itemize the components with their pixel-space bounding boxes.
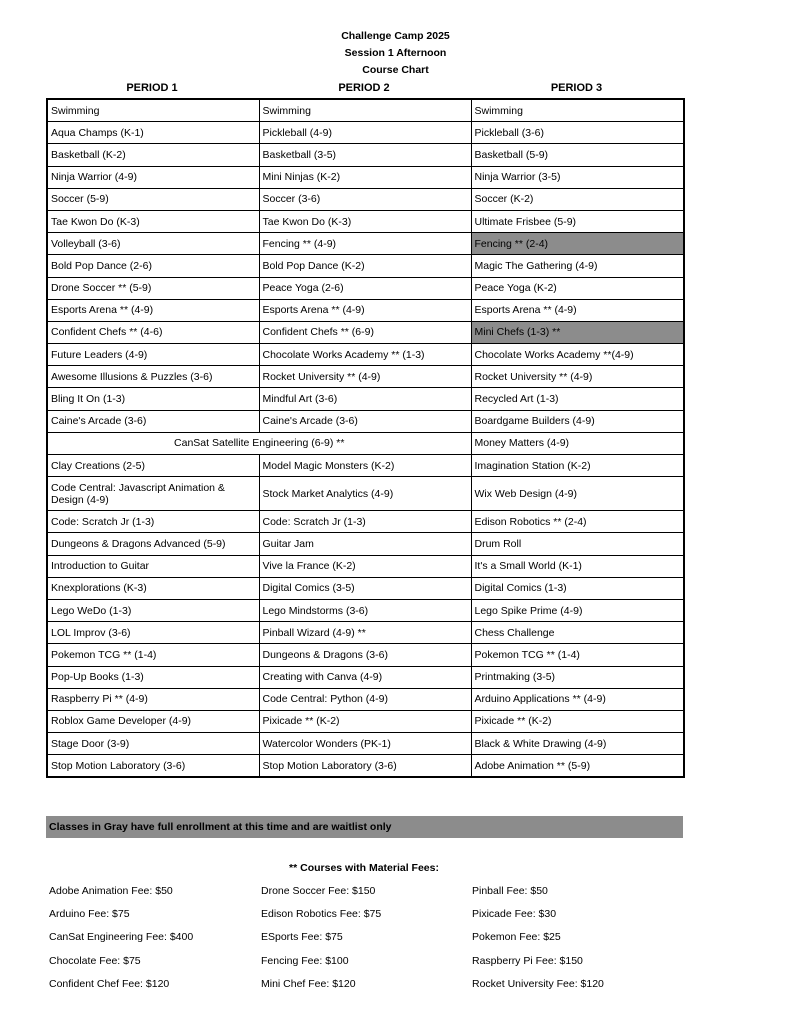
table-row: [47, 233, 684, 255]
table-row: [47, 577, 684, 599]
period-2-header: PERIOD 2: [338, 82, 390, 94]
course-cell: Basketball (K-2): [47, 144, 259, 166]
table-row: [47, 533, 684, 555]
material-fees: [49, 884, 729, 1000]
course-cell: Pop-Up Books (1-3): [47, 666, 259, 688]
table-row: [47, 599, 684, 621]
course-cell: Lego Spike Prime (4-9): [471, 599, 684, 621]
course-cell: Black & White Drawing (4-9): [471, 733, 684, 755]
course-cell: Introduction to Guitar: [47, 555, 259, 577]
table-row: [47, 455, 684, 477]
course-cell: Wix Web Design (4-9): [471, 477, 684, 511]
course-cell: Clay Creations (2-5): [47, 455, 259, 477]
course-cell: Drum Roll: [471, 533, 684, 555]
title-line-session: Session 1 Afternoon: [344, 47, 447, 59]
table-row: [47, 344, 684, 366]
course-cell: Ninja Warrior (3-5): [471, 166, 684, 188]
course-cell: Creating with Canva (4-9): [259, 666, 471, 688]
course-cell: Mini Ninjas (K-2): [259, 166, 471, 188]
course-cell: Soccer (5-9): [47, 188, 259, 210]
course-cell: Imagination Station (K-2): [471, 455, 684, 477]
course-cell: Caine's Arcade (3-6): [259, 410, 471, 432]
table-row: [47, 666, 684, 688]
course-cell: It's a Small World (K-1): [471, 555, 684, 577]
fees-column-1: [49, 884, 261, 1000]
table-row: [47, 122, 684, 144]
course-cell: Digital Comics (1-3): [471, 577, 684, 599]
table-row: [47, 511, 684, 533]
course-cell: Guitar Jam: [259, 533, 471, 555]
course-cell: Confident Chefs ** (4-6): [47, 321, 259, 343]
course-cell: Ninja Warrior (4-9): [47, 166, 259, 188]
table-row: [47, 99, 684, 122]
course-cell: LOL Improv (3-6): [47, 622, 259, 644]
title-line-chart: Course Chart: [362, 64, 429, 76]
fees-title: ** Courses with Material Fees:: [289, 862, 439, 874]
course-cell: Printmaking (3-5): [471, 666, 684, 688]
course-cell: Code: Scratch Jr (1-3): [47, 511, 259, 533]
course-cell: Swimming: [47, 99, 259, 122]
course-cell: Pickleball (4-9): [259, 122, 471, 144]
course-cell: Stop Motion Laboratory (3-6): [47, 755, 259, 778]
table-row: [47, 388, 684, 410]
course-cell: Edison Robotics ** (2-4): [471, 511, 684, 533]
course-cell: Money Matters (4-9): [471, 432, 684, 454]
fee-item: Fencing Fee: $100: [261, 954, 349, 967]
course-cell: Swimming: [471, 99, 684, 122]
course-cell: Fencing ** (2-4): [471, 233, 684, 255]
fee-item: CanSat Engineering Fee: $400: [49, 931, 194, 944]
fees-column-2: [261, 884, 472, 1000]
course-cell: Adobe Animation ** (5-9): [471, 755, 684, 778]
course-cell: Code Central: Javascript Animation & Design (4-9): [47, 477, 259, 511]
course-cell: Pokemon TCG ** (1-4): [471, 644, 684, 666]
course-cell: Caine's Arcade (3-6): [47, 410, 259, 432]
course-cell: Roblox Game Developer (4-9): [47, 710, 259, 732]
course-table: [46, 98, 685, 778]
course-cell: Recycled Art (1-3): [471, 388, 684, 410]
table-row: [47, 188, 684, 210]
course-cell: Boardgame Builders (4-9): [471, 410, 684, 432]
fee-item: Adobe Animation Fee: $50: [49, 885, 173, 897]
course-cell: Awesome Illusions & Puzzles (3-6): [47, 366, 259, 388]
course-cell: Swimming: [259, 99, 471, 122]
course-cell: Pokemon TCG ** (1-4): [47, 644, 259, 666]
course-cell: Peace Yoga (K-2): [471, 277, 684, 299]
course-cell: Fencing ** (4-9): [259, 233, 471, 255]
course-cell: Esports Arena ** (4-9): [471, 299, 684, 321]
course-cell: Lego WeDo (1-3): [47, 599, 259, 621]
course-cell: Volleyball (3-6): [47, 233, 259, 255]
course-cell: Ultimate Frisbee (5-9): [471, 210, 684, 232]
fee-item: Drone Soccer Fee: $150: [261, 885, 376, 897]
document-title: [0, 28, 791, 79]
table-row: [47, 410, 684, 432]
course-cell: Model Magic Monsters (K-2): [259, 455, 471, 477]
course-cell: Peace Yoga (2-6): [259, 277, 471, 299]
course-cell: Stock Market Analytics (4-9): [259, 477, 471, 511]
course-cell: Lego Mindstorms (3-6): [259, 599, 471, 621]
course-cell: Pinball Wizard (4-9) **: [259, 622, 471, 644]
fee-item: Pinball Fee: $50: [472, 885, 548, 897]
course-cell: Rocket University ** (4-9): [471, 366, 684, 388]
period-headers: [46, 82, 683, 94]
course-cell: Soccer (K-2): [471, 188, 684, 210]
fee-item: Mini Chef Fee: $120: [261, 977, 356, 990]
course-cell: Bold Pop Dance (K-2): [259, 255, 471, 277]
course-cell: Watercolor Wonders (PK-1): [259, 733, 471, 755]
course-cell: Basketball (3-5): [259, 144, 471, 166]
table-row: [47, 477, 684, 511]
course-cell: Code Central: Python (4-9): [259, 688, 471, 710]
table-row: [47, 277, 684, 299]
course-cell: Digital Comics (3-5): [259, 577, 471, 599]
table-row: [47, 321, 684, 343]
fee-item: Rocket University Fee: $120: [472, 977, 604, 990]
fee-item: Pixicade Fee: $30: [472, 908, 557, 921]
fee-item: Arduino Fee: $75: [49, 908, 130, 921]
fees-column-3: [472, 884, 684, 1000]
table-row: [47, 555, 684, 577]
table-row: [47, 299, 684, 321]
fee-item: ESports Fee: $75: [261, 931, 343, 944]
waitlist-note: Classes in Gray have full enrollment at this time and are waitlist only: [46, 816, 683, 838]
course-cell: Esports Arena ** (4-9): [47, 299, 259, 321]
course-cell: Knexplorations (K-3): [47, 577, 259, 599]
fee-item: Chocolate Fee: $75: [49, 954, 141, 967]
table-row: [47, 644, 684, 666]
course-cell: Tae Kwon Do (K-3): [259, 210, 471, 232]
table-row: [47, 733, 684, 755]
course-cell: Mini Chefs (1-3) **: [471, 321, 684, 343]
course-cell: Future Leaders (4-9): [47, 344, 259, 366]
table-row: [47, 432, 684, 454]
course-cell: Aqua Champs (K-1): [47, 122, 259, 144]
course-cell: Bold Pop Dance (2-6): [47, 255, 259, 277]
course-cell: Rocket University ** (4-9): [259, 366, 471, 388]
course-cell: Raspberry Pi ** (4-9): [47, 688, 259, 710]
table-row: [47, 144, 684, 166]
period-1-header: PERIOD 1: [126, 82, 178, 94]
table-row: [47, 755, 684, 778]
fee-item: Confident Chef Fee: $120: [49, 977, 170, 990]
course-cell: Pixicade ** (K-2): [259, 710, 471, 732]
course-cell: Tae Kwon Do (K-3): [47, 210, 259, 232]
table-row: [47, 210, 684, 232]
course-cell: Dungeons & Dragons Advanced (5-9): [47, 533, 259, 555]
course-cell: Arduino Applications ** (4-9): [471, 688, 684, 710]
course-cell: Bling It On (1-3): [47, 388, 259, 410]
course-cell: Soccer (3-6): [259, 188, 471, 210]
table-row: [47, 622, 684, 644]
course-cell: Stop Motion Laboratory (3-6): [259, 755, 471, 778]
period-3-header: PERIOD 3: [550, 82, 603, 94]
table-row: [47, 255, 684, 277]
course-cell: CanSat Satellite Engineering (6-9) **: [47, 432, 471, 454]
title-line-camp: Challenge Camp 2025: [341, 30, 450, 42]
fee-item: Pokemon Fee: $25: [472, 931, 561, 944]
course-cell: Basketball (5-9): [471, 144, 684, 166]
fee-item: Edison Robotics Fee: $75: [261, 908, 382, 921]
course-cell: Chocolate Works Academy ** (1-3): [259, 344, 471, 366]
course-cell: Dungeons & Dragons (3-6): [259, 644, 471, 666]
course-cell: Code: Scratch Jr (1-3): [259, 511, 471, 533]
course-cell: Stage Door (3-9): [47, 733, 259, 755]
course-cell: Chess Challenge: [471, 622, 684, 644]
course-cell: Chocolate Works Academy **(4-9): [471, 344, 684, 366]
course-cell: Drone Soccer ** (5-9): [47, 277, 259, 299]
course-cell: Mindful Art (3-6): [259, 388, 471, 410]
course-cell: Magic The Gathering (4-9): [471, 255, 684, 277]
table-row: [47, 166, 684, 188]
fee-item: Raspberry Pi Fee: $150: [472, 954, 583, 967]
table-row: [47, 688, 684, 710]
course-cell: Vive la France (K-2): [259, 555, 471, 577]
course-cell: Pickleball (3-6): [471, 122, 684, 144]
course-cell: Esports Arena ** (4-9): [259, 299, 471, 321]
course-cell: Pixicade ** (K-2): [471, 710, 684, 732]
course-cell: Confident Chefs ** (6-9): [259, 321, 471, 343]
table-row: [47, 366, 684, 388]
table-row: [47, 710, 684, 732]
